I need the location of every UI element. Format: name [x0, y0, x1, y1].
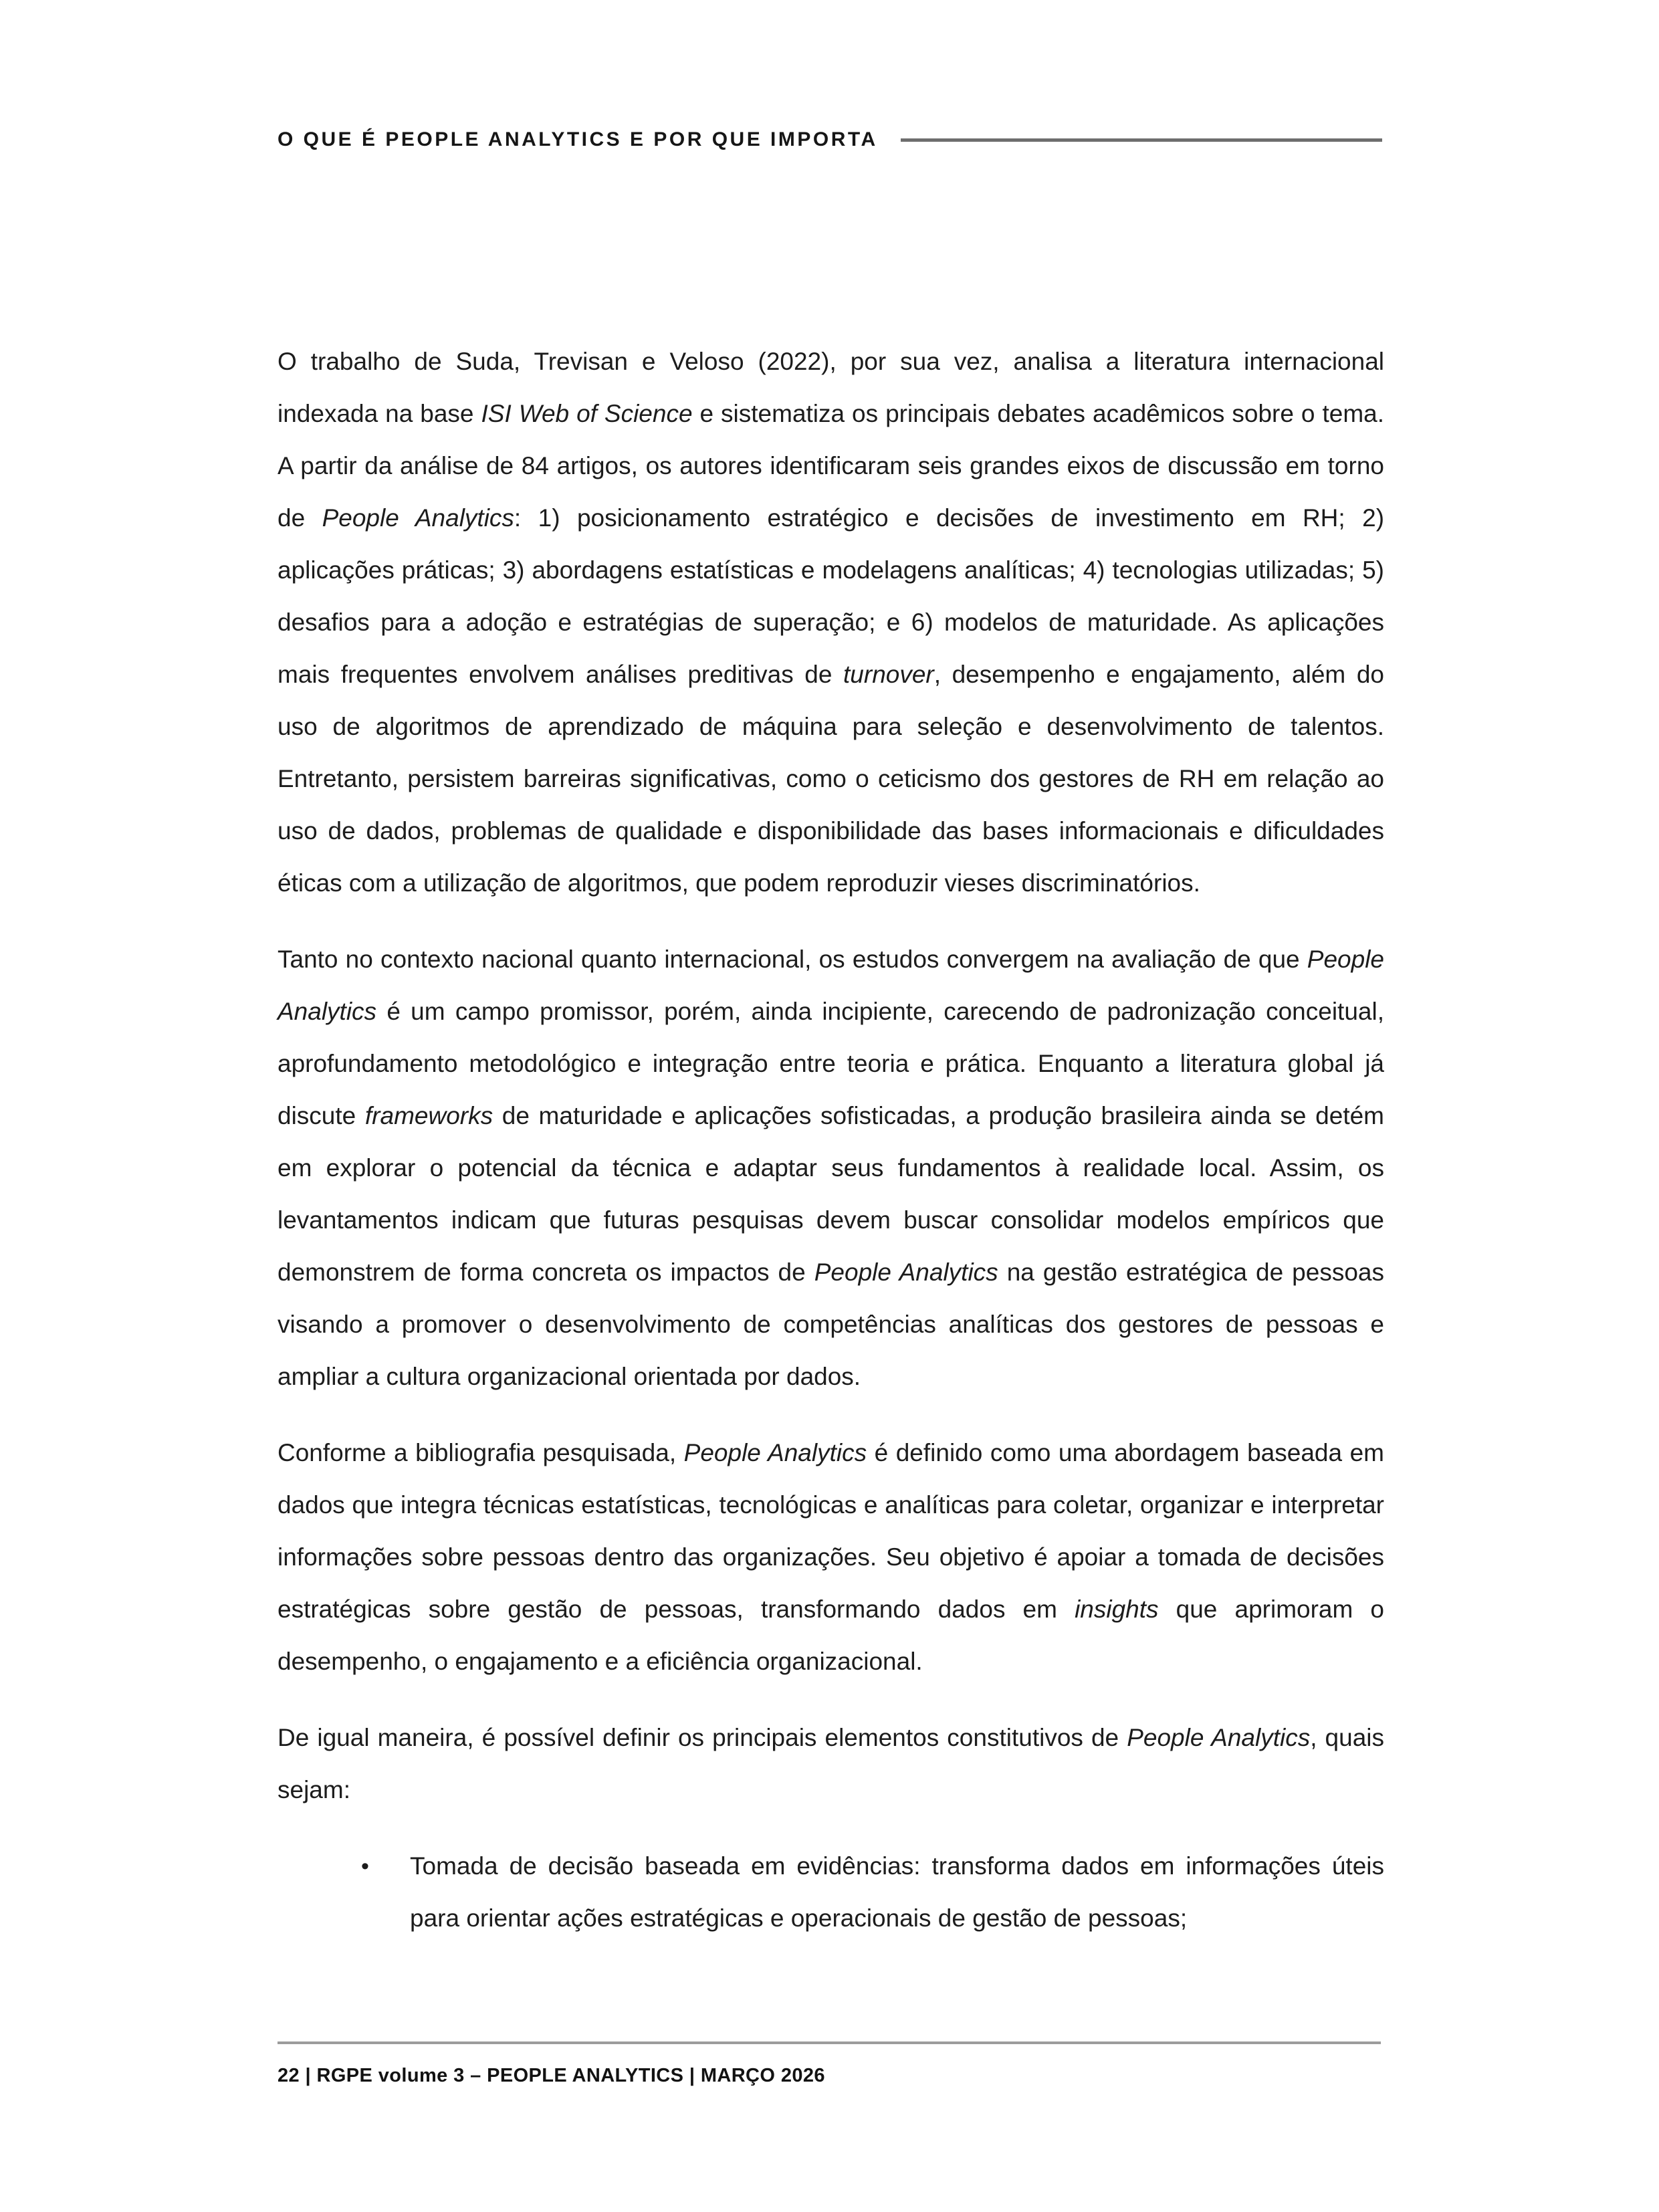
text-segment: : 1) posicionamento estratégico e decisões de investimento em RH; 2) aplicações práticas; 3) abordagens estatísticas e modelagens analíticas; 4) tecnologias utilizadas; 5) desafios para a adoção e estratégias de superação; e 6) modelos de maturidade. As aplicações mais frequentes envolvem análises preditivas de — [278, 504, 1385, 688]
body-text-column — [278, 336, 1384, 1945]
text-segment: é definido como uma abordagem baseada em dados que integra técnicas estatísticas, tecnológicas e analíticas para coletar, organizar e interpretar informações sobre pessoas dentro das organizações. Seu objetivo é apoiar a tomada de decisões estratégicas sobre gestão de pessoas, transformando dados em — [278, 1439, 1384, 1623]
page-footer: 22 | RGPE volume 3 – PEOPLE ANALYTICS | MARÇO 2026 — [278, 2065, 825, 2086]
italic-term: frameworks — [364, 1102, 493, 1129]
italic-term: People Analytics — [683, 1439, 867, 1466]
italic-term: People Analytics — [322, 504, 514, 532]
running-header-title: O QUE É PEOPLE ANALYTICS E POR QUE IMPORTA — [278, 128, 878, 150]
text-segment: De igual maneira, é possível definir os principais elementos constitutivos de — [278, 1724, 1127, 1751]
paragraph-3 — [278, 1427, 1384, 1688]
paragraph-1 — [278, 336, 1384, 909]
bullet-list — [278, 1840, 1384, 1945]
italic-term: People Analytics — [278, 946, 1384, 1025]
list-item — [278, 1840, 1384, 1945]
italic-term: insights — [1075, 1595, 1159, 1623]
text-segment: de maturidade e aplicações sofisticadas, a produção brasileira ainda se detém em explorar o potencial da técnica e adaptar seus fundamentos à realidade local. Assim, os levantamentos indicam que futuras pesquisas devem buscar consolidar modelos empíricos que demonstrem de forma concreta os impactos de — [278, 1102, 1384, 1286]
page-header — [278, 128, 1382, 151]
italic-term: turnover — [843, 661, 934, 688]
header-rule — [901, 138, 1382, 142]
text-segment: , quais sejam: — [278, 1724, 1385, 1803]
paragraph-4 — [278, 1712, 1384, 1816]
text-segment: e sistematiza os principais debates acadêmicos sobre o tema. A partir da análise de 84 artigos, os autores identificaram seis grandes eixos de discussão em torno de — [278, 400, 1384, 532]
text-segment: Conforme a bibliografia pesquisada, — [278, 1439, 684, 1466]
paragraph-2 — [278, 933, 1384, 1403]
italic-term: ISI Web of Science — [481, 400, 693, 427]
italic-term: People Analytics — [814, 1258, 998, 1286]
italic-term: People Analytics — [1127, 1724, 1311, 1751]
text-segment: que aprimoram o desempenho, o engajamento e a eficiência organizacional. — [278, 1595, 1384, 1675]
text-segment: na gestão estratégica de pessoas visando a promover o desenvolvimento de competências analíticas dos gestores de pessoas e ampliar a cultura organizacional orientada por dados. — [278, 1258, 1384, 1390]
footer-rule — [278, 2041, 1381, 2044]
text-segment: , desempenho e engajamento, além do uso de algoritmos de aprendizado de máquina para seleção e desenvolvimento de talentos. Entretanto, persistem barreiras significativas, como o ceticismo dos gestores de RH em relação ao uso de dados, problemas de qualidade e disponibilidade das bases informacionais e dificuldades éticas com a utilização de algoritmos, que podem reproduzir vieses discriminatórios. — [278, 661, 1384, 897]
text-segment: O trabalho de Suda, Trevisan e Veloso (2022), por sua vez, analisa a literatura internacional indexada na base — [278, 348, 1384, 427]
bullet-text: Tomada de decisão baseada em evidências: transforma dados em informações úteis para orientar ações estratégicas e operacionais de gestão de pessoas; — [410, 1852, 1384, 1932]
text-segment: é um campo promissor, porém, ainda incipiente, carecendo de padronização conceitual, aprofundamento metodológico e integração entre teoria e prática. Enquanto a literatura global já discute — [278, 998, 1384, 1129]
bullet-icon: • — [361, 1854, 369, 1879]
text-segment: Tanto no contexto nacional quanto internacional, os estudos convergem na avaliação de que — [278, 946, 1307, 973]
